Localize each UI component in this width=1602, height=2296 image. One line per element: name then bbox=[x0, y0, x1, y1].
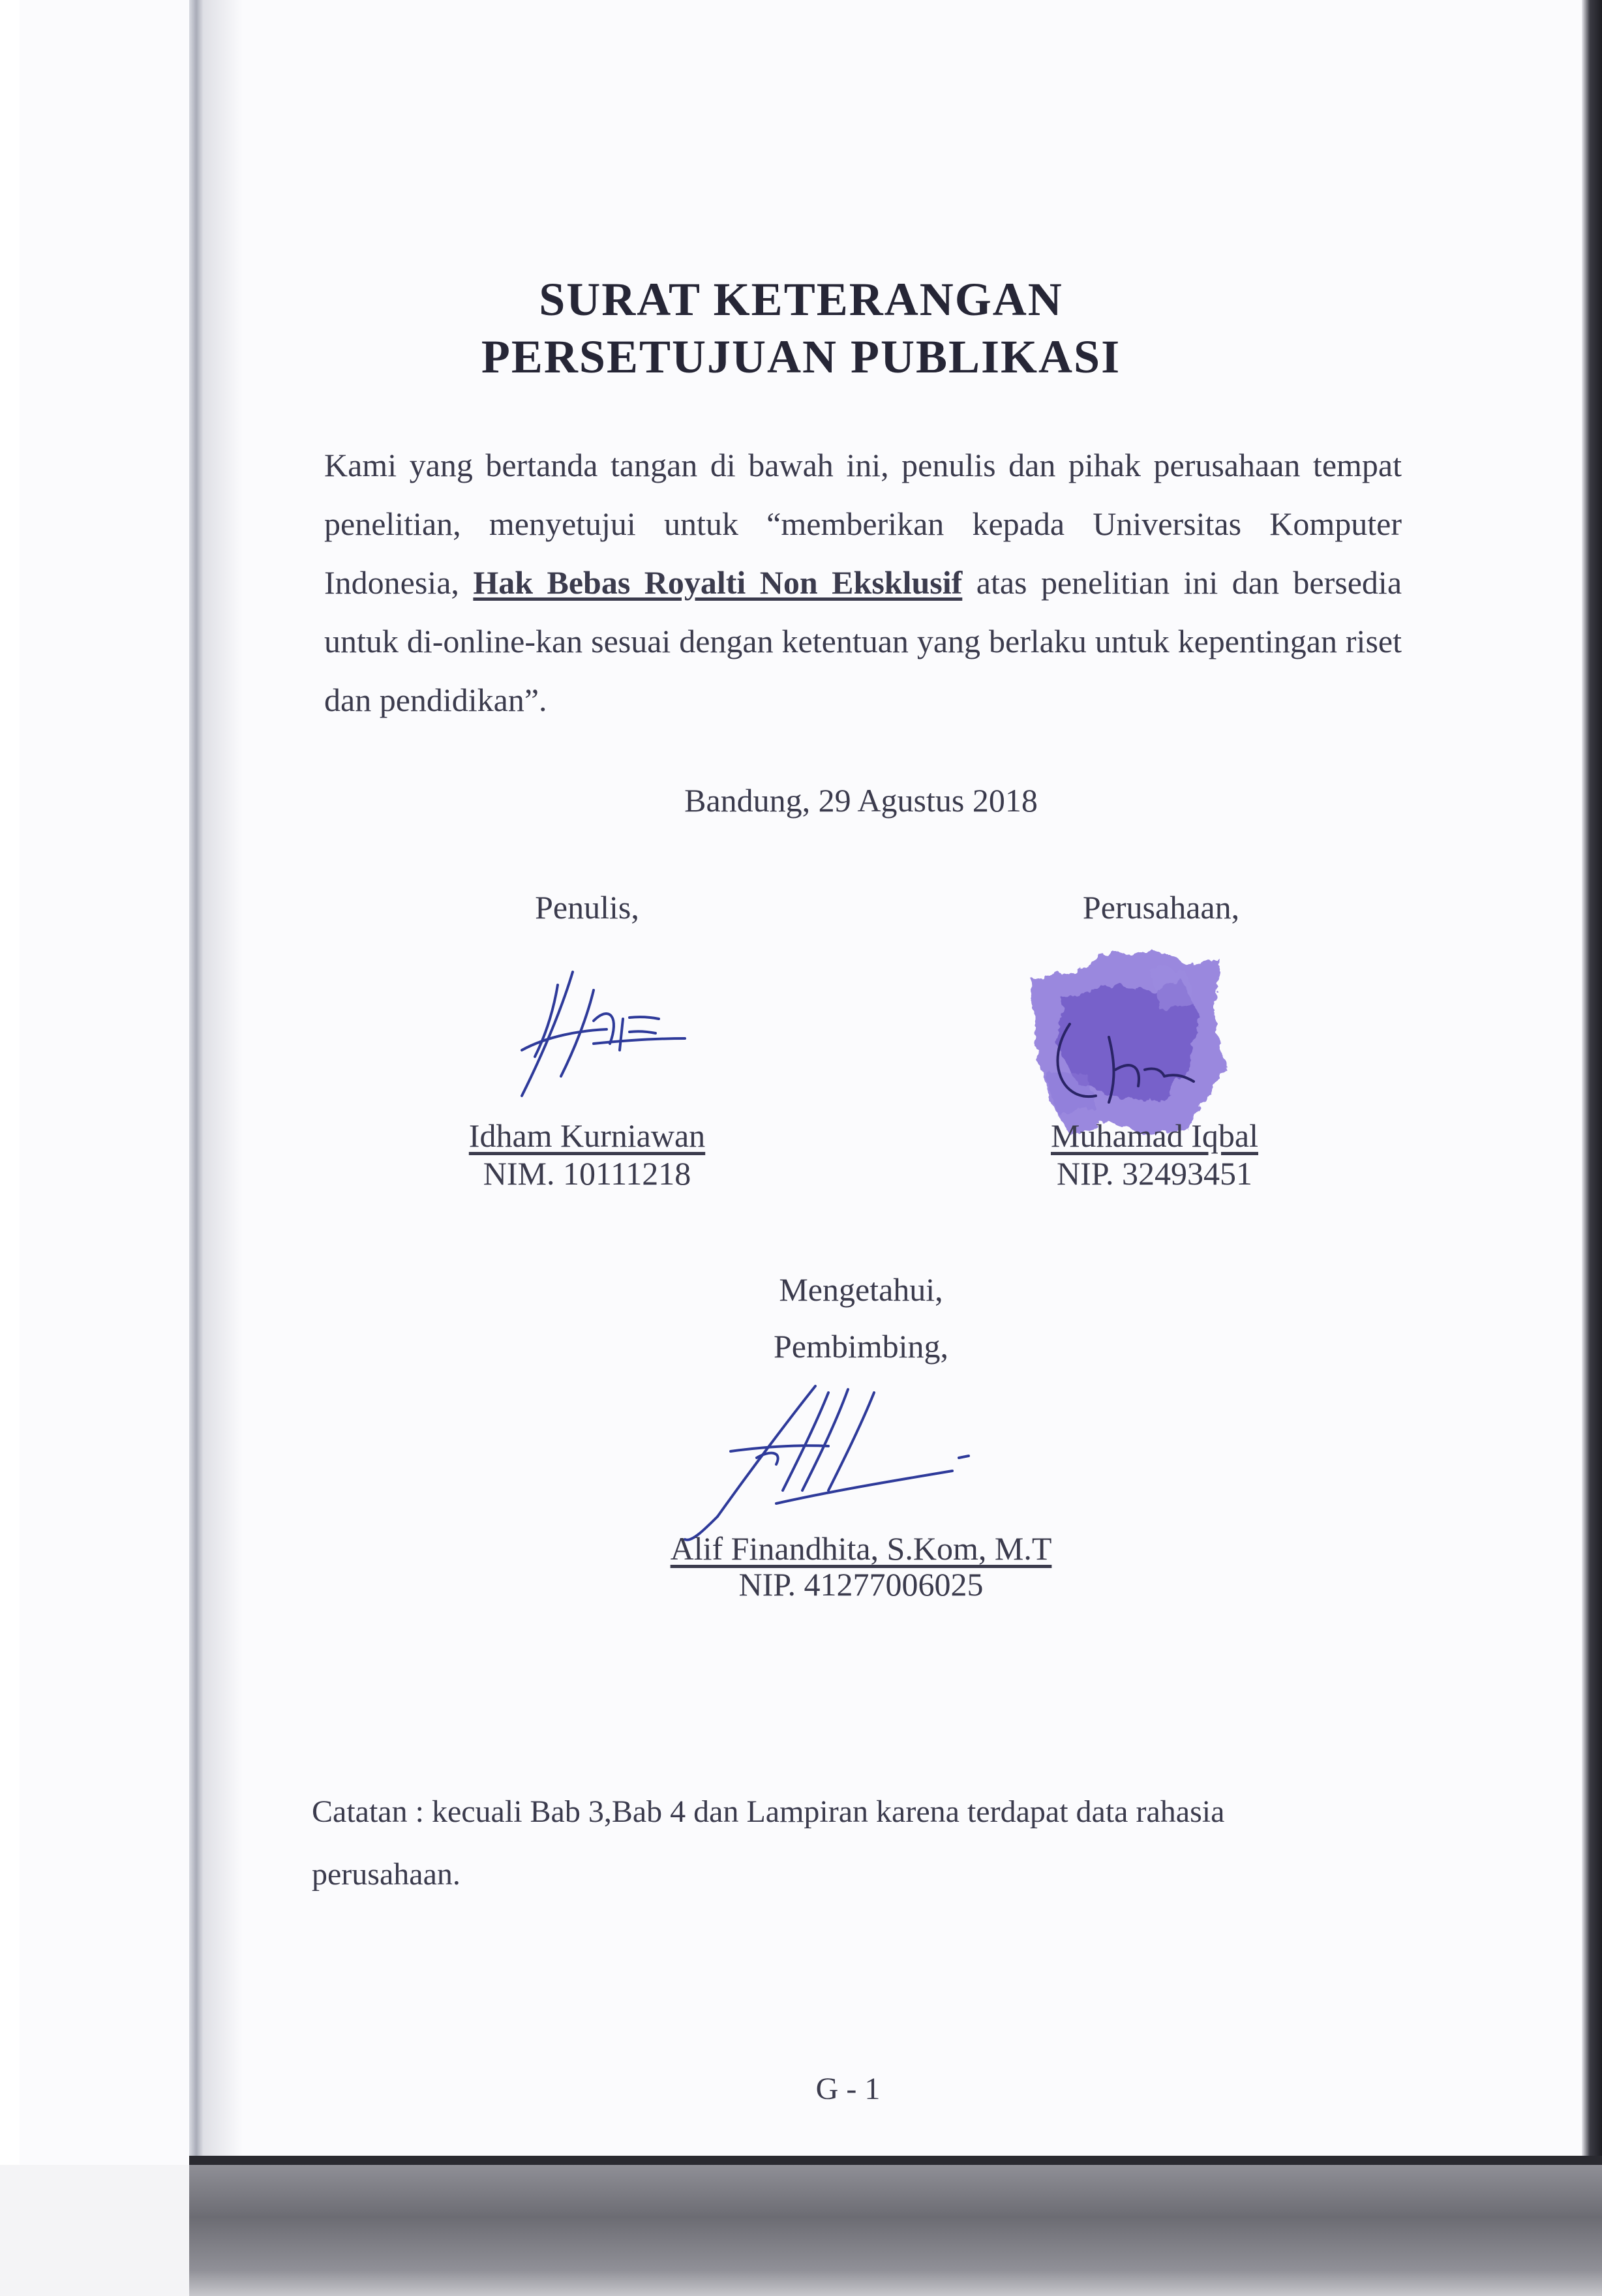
document-title-line-1: SURAT KETERANGAN bbox=[539, 273, 1063, 325]
page-bottom-edge bbox=[189, 2156, 1602, 2165]
statement-paragraph bbox=[324, 436, 1402, 729]
penulis-label: Penulis, bbox=[535, 889, 639, 926]
paragraph-line-2: penelitian, menyetujui untuk “memberikan kepada Universitas Komputer bbox=[324, 506, 1402, 542]
place-date: Bandung, 29 Agustus 2018 bbox=[684, 782, 1038, 819]
note-line-2: perusahaan. bbox=[312, 1857, 461, 1892]
royalty-rights-emphasis: Hak Bebas Royalti Non Eksklusif bbox=[473, 564, 963, 601]
perusahaan-label: Perusahaan, bbox=[1082, 889, 1240, 926]
paragraph-line-3 bbox=[324, 553, 1402, 612]
page-bottom-shadow bbox=[189, 2165, 1602, 2296]
penulis-nim: NIM. 10111218 bbox=[483, 1155, 691, 1192]
document-title-line-2: PERSETUJUAN PUBLIKASI bbox=[481, 331, 1121, 383]
pembimbing-signature bbox=[678, 1373, 985, 1543]
paragraph-line-5: dan pendidikan”. bbox=[324, 682, 547, 718]
note bbox=[312, 1781, 1355, 1906]
penulis-name: Idham Kurniawan bbox=[468, 1117, 706, 1154]
pembimbing-label: Pembimbing, bbox=[773, 1328, 949, 1365]
mengetahui-label: Mengetahui, bbox=[779, 1271, 943, 1308]
penulis-signature bbox=[496, 959, 691, 1109]
note-line-1: Catatan : kecuali Bab 3,Bab 4 dan Lampiran karena terdapat data rahasia bbox=[312, 1794, 1225, 1829]
perusahaan-nip: NIP. 32493451 bbox=[1056, 1155, 1253, 1192]
paragraph-line-3-prefix: Indonesia, bbox=[324, 564, 459, 601]
pembimbing-nip: NIP. 41277006025 bbox=[738, 1566, 984, 1603]
paragraph-line-3-suffix: atas penelitian ini dan bersedia bbox=[976, 564, 1402, 601]
pembimbing-name: Alif Finandhita, S.Kom, M.T bbox=[670, 1530, 1052, 1567]
scan-bottom-margin bbox=[0, 2165, 189, 2296]
paragraph-line-4: untuk di-online-kan sesuai dengan ketentuan yang berlaku untuk kepentingan riset bbox=[324, 623, 1402, 659]
page-number: G - 1 bbox=[815, 2072, 881, 2106]
perusahaan-name: Muhamad Iqbal bbox=[1051, 1117, 1258, 1154]
paragraph-line-1: Kami yang bertanda tangan di bawah ini, penulis dan pihak perusahaan tempat bbox=[324, 447, 1402, 483]
